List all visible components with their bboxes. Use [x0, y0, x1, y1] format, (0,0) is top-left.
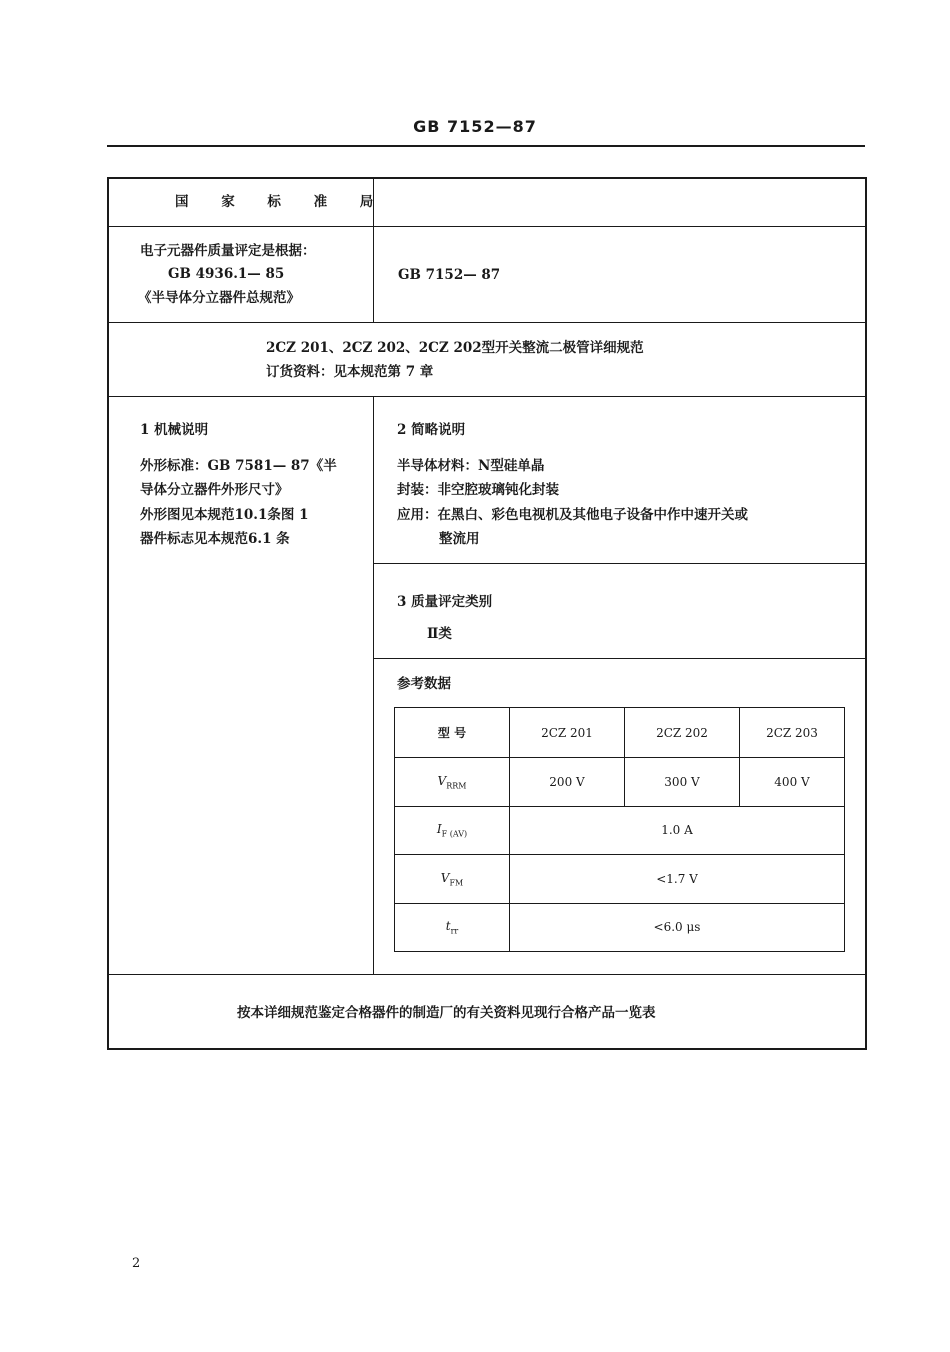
trr-symbol: t: [445, 919, 451, 934]
table-row: [395, 855, 845, 903]
divider-section3: [373, 658, 865, 659]
if-subscript: F (AV): [441, 829, 468, 839]
model-cell: [510, 708, 625, 758]
section3-heading: 3 质量评定类别: [397, 594, 493, 610]
model-cell: [740, 708, 845, 758]
reference-data-table: [394, 707, 845, 952]
divider-footer: [109, 974, 865, 975]
vfm-value: <1.7 V: [656, 871, 698, 886]
divider-row1: [109, 226, 865, 227]
semiconductor-material: 半导体材料：N型硅单晶: [397, 458, 545, 474]
vrrm-value: 400 V: [774, 774, 810, 789]
table-row: [395, 806, 845, 854]
package-type: 封装：非空腔玻璃钝化封装: [397, 482, 559, 498]
page-number: 2: [132, 1256, 141, 1271]
manufacturer-note: 按本详细规范鉴定合格器件的制造厂的有关资料见现行合格产品一览表: [237, 1005, 656, 1021]
divider-main-column: [373, 396, 374, 974]
section1-line-4: 器件标志见本规范6.1 条: [140, 531, 290, 547]
model-label: 2CZ 202: [656, 725, 708, 740]
application-line-2: 整流用: [439, 531, 480, 547]
basis-line-3: 《半导体分立器件总规范》: [138, 290, 300, 306]
section1-line-3: 外形图见本规范10.1条图 1: [140, 507, 309, 523]
vfm-symbol: V: [440, 870, 450, 885]
if-parameter-cell: [395, 806, 510, 854]
vrrm-value-cell: [740, 758, 845, 806]
model-label: 2CZ 201: [541, 725, 593, 740]
basis-line-2: GB 4936.1— 85: [168, 266, 285, 282]
header-rule: [107, 145, 865, 147]
section1-line-2: 导体分立器件外形尺寸》: [140, 482, 289, 498]
vfm-parameter-cell: [395, 855, 510, 903]
model-header-label: 型 号: [437, 726, 467, 741]
vrrm-value-cell: [625, 758, 740, 806]
reference-heading: 参考数据: [397, 676, 451, 692]
quality-category: Ⅱ类: [427, 626, 452, 642]
section1-heading: 1 机械说明: [140, 422, 209, 438]
trr-value: <6.0 μs: [653, 920, 701, 935]
vrrm-parameter-cell: [395, 758, 510, 806]
model-cell: [625, 708, 740, 758]
model-header-cell: [395, 708, 510, 758]
vfm-value-cell: [510, 855, 845, 903]
trr-value-cell: [510, 903, 845, 951]
document-code: GB 7152—87: [413, 117, 537, 136]
divider-section2: [373, 563, 865, 564]
vrrm-subscript: RRM: [446, 781, 467, 791]
spec-title: 2CZ 201、2CZ 202、2CZ 202型开关整流二极管详细规范: [266, 340, 644, 356]
vrrm-value: 300 V: [664, 774, 700, 789]
section1-line-1: 外形标准：GB 7581— 87《半: [140, 458, 337, 474]
if-value-cell: [510, 806, 845, 854]
table-row: [395, 903, 845, 951]
divider-row3: [109, 396, 865, 397]
trr-parameter-cell: [395, 903, 510, 951]
trr-subscript: rr: [450, 926, 459, 936]
authority-name: 国 家 标 准 局: [175, 194, 388, 210]
table-row: [395, 708, 845, 758]
divider-row2: [109, 322, 865, 323]
section2-heading: 2 简略说明: [397, 422, 466, 438]
vfm-subscript: FM: [449, 877, 464, 887]
application-line-1: 应用：在黑白、彩色电视机及其他电子设备中作中速开关或: [397, 507, 748, 523]
vrrm-value-cell: [510, 758, 625, 806]
model-label: 2CZ 203: [766, 725, 818, 740]
table-row: [395, 758, 845, 806]
basis-line-1: 电子元器件质量评定是根据：: [140, 243, 316, 259]
vrrm-value: 200 V: [549, 774, 585, 789]
order-info: 订货资料：见本规范第 7 章: [266, 364, 434, 380]
vrrm-symbol: V: [437, 773, 447, 788]
spec-number: GB 7152— 87: [398, 267, 501, 283]
if-symbol: I: [436, 822, 442, 837]
if-value: 1.0 A: [661, 823, 693, 838]
